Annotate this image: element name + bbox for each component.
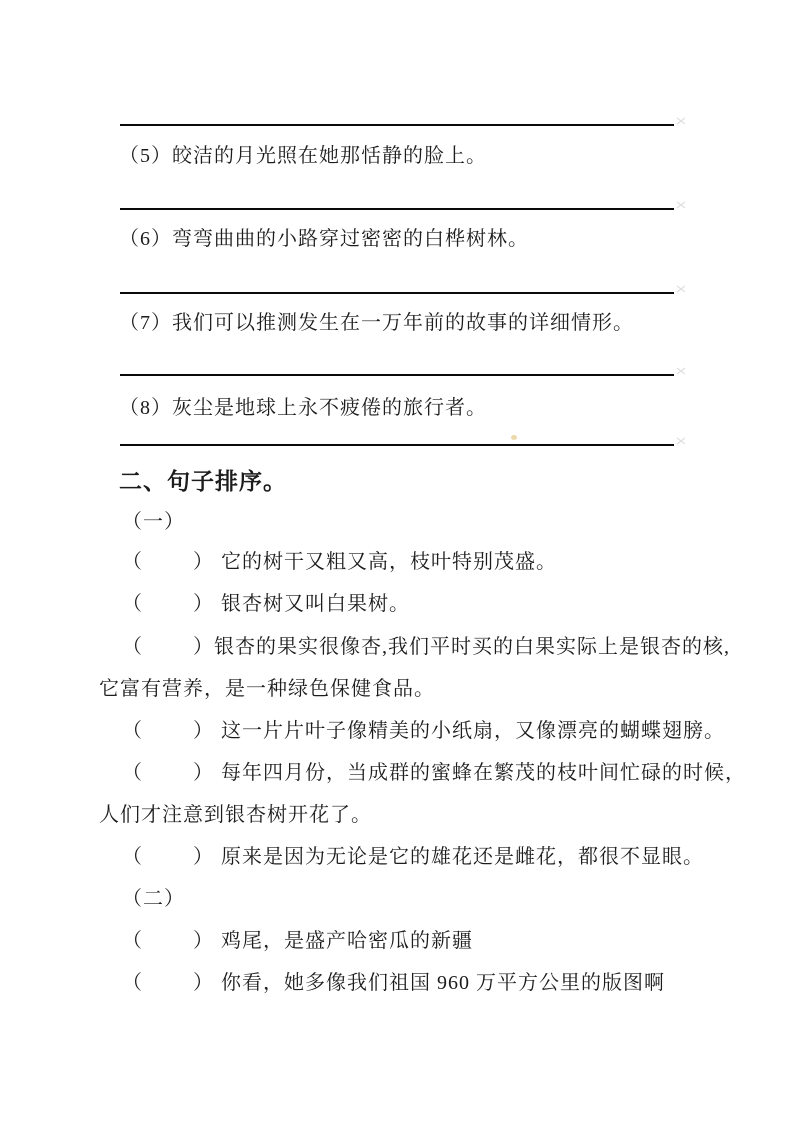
sentence-text: 它的树干又粗又高，枝叶特别茂盛。 — [221, 551, 557, 573]
sentence-text: 银杏树又叫白果树。 — [221, 593, 410, 615]
blank-open-paren: （ — [122, 593, 143, 615]
scan-smudge — [676, 367, 686, 375]
blank-close-paren: ） — [193, 720, 214, 742]
answer-line — [120, 292, 674, 294]
blank-close-paren: ） — [193, 972, 214, 994]
answer-blank — [143, 567, 193, 568]
ordering-row — [122, 930, 473, 952]
answer-blank — [143, 988, 193, 989]
blank-open-paren: （ — [122, 762, 143, 784]
sentence-text: 每年四月份，当成群的蜜蜂在繁茂的枝叶间忙碌的时候， — [221, 762, 746, 784]
sentence-text: 原来是因为无论是它的雄花还是雌花，都很不显眼。 — [221, 846, 704, 868]
question-number: （5） — [119, 145, 172, 167]
sentence-text: 你看，她多像我们祖国 960 万平方公里的版图啊 — [221, 972, 665, 994]
sentence-text: 银杏的果实很像杏,我们平时买的白果实际上是银杏的核, — [214, 636, 730, 658]
question-item — [119, 312, 634, 334]
scan-smudge — [676, 437, 686, 445]
ordering-row — [122, 636, 730, 658]
answer-blank — [143, 652, 193, 653]
sentence-continuation: 人们才注意到银杏树开花了。 — [99, 804, 372, 826]
sentence-text: 这一片片叶子像精美的小纸扇，又像漂亮的蝴蝶翅膀。 — [221, 720, 725, 742]
ordering-row — [122, 972, 665, 994]
blank-open-paren: （ — [122, 551, 143, 573]
blank-open-paren: （ — [122, 972, 143, 994]
blank-close-paren: ） — [193, 551, 214, 573]
question-item — [119, 145, 487, 167]
answer-line — [120, 444, 674, 446]
blank-open-paren: （ — [122, 720, 143, 742]
scan-smudge — [676, 117, 686, 125]
blank-close-paren: ） — [193, 593, 214, 615]
blank-close-paren: ） — [193, 930, 214, 952]
sentence-text: 鸡尾，是盛产哈密瓜的新疆 — [221, 930, 473, 952]
blank-close-paren: ） — [193, 762, 214, 784]
ordering-row — [122, 720, 725, 742]
blank-open-paren: （ — [122, 930, 143, 952]
blank-close-paren: ） — [193, 636, 214, 658]
yellow-speck — [511, 435, 517, 440]
answer-blank — [143, 946, 193, 947]
sentence-continuation: 它富有营养，是一种绿色保健食品。 — [99, 678, 435, 700]
question-number: （7） — [119, 312, 172, 334]
question-text: 我们可以推测发生在一万年前的故事的详细情形。 — [172, 312, 634, 334]
question-number: （8） — [119, 397, 172, 419]
question-text: 皎洁的月光照在她那恬静的脸上。 — [172, 145, 487, 167]
ordering-row — [122, 551, 557, 573]
group-label: （一） — [122, 511, 185, 533]
group-label: （二） — [122, 888, 185, 910]
answer-line — [120, 208, 674, 210]
question-item — [119, 228, 529, 250]
question-number: （6） — [119, 228, 172, 250]
scan-smudge — [676, 201, 686, 209]
answer-blank — [143, 609, 193, 610]
answer-line — [120, 124, 674, 126]
blank-close-paren: ） — [193, 846, 214, 868]
answer-blank — [143, 778, 193, 779]
section-heading: 二、句子排序。 — [119, 469, 287, 494]
ordering-row — [122, 593, 410, 615]
scan-smudge — [676, 285, 686, 293]
ordering-row — [122, 846, 704, 868]
question-text: 弯弯曲曲的小路穿过密密的白桦树林。 — [172, 228, 529, 250]
blank-open-paren: （ — [122, 636, 143, 658]
answer-blank — [143, 736, 193, 737]
ordering-row — [122, 762, 746, 784]
answer-blank — [143, 862, 193, 863]
question-item — [119, 397, 487, 419]
blank-open-paren: （ — [122, 846, 143, 868]
answer-line — [120, 374, 674, 376]
question-text: 灰尘是地球上永不疲倦的旅行者。 — [172, 397, 487, 419]
